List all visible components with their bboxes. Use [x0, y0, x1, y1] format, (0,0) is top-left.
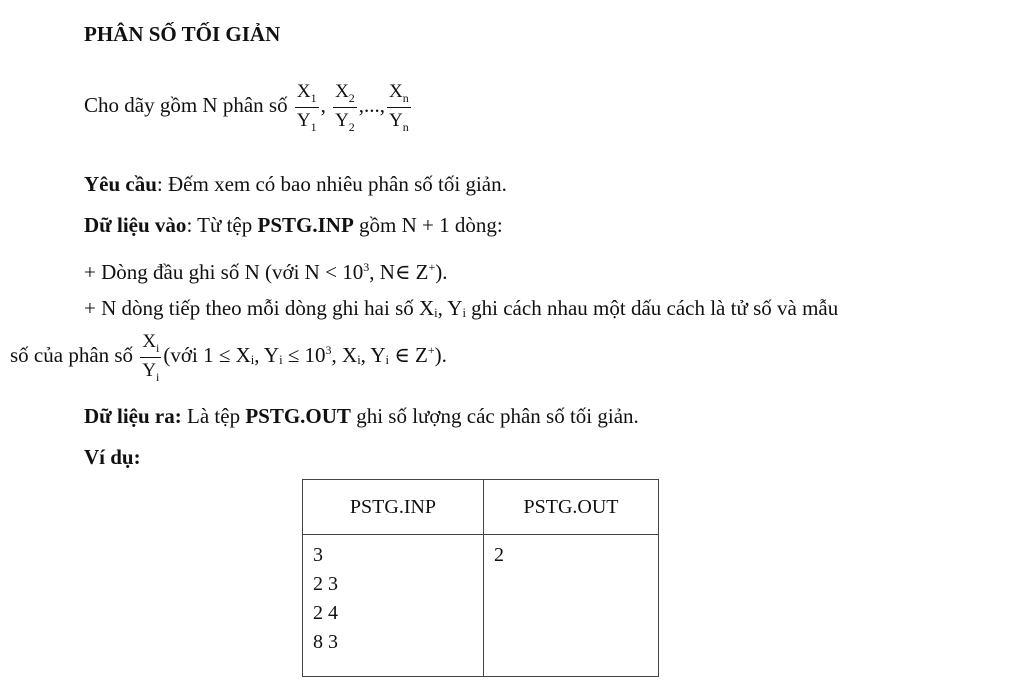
intro-line — [84, 82, 413, 133]
ellipsis: ,..., — [358, 93, 386, 118]
input-data-cell — [303, 535, 484, 677]
fraction-2: $\frac{X_2}{Y_2}$ — [335, 81, 355, 134]
separator: , — [320, 93, 326, 118]
output-data-line: 2 — [494, 544, 504, 566]
fraction-1: $\frac{X_1}{Y_1}$ — [296, 81, 317, 134]
input-line: Dữ liệu vào: Từ tệp PSTG.INP gồm N + 1 dòng: — [84, 213, 503, 237]
input-data-line: 3 — [313, 544, 323, 566]
header-output-file: PSTG.OUT — [484, 480, 659, 535]
input-data-line: 2 3 — [313, 573, 338, 595]
requirement-text: : Đếm xem có bao nhiêu phân số tối giản. — [156, 172, 507, 196]
problem-title: PHÂN SỐ TỐI GIẢN — [84, 22, 281, 46]
example-table — [302, 479, 659, 677]
header-input-file: PSTG.INP — [303, 480, 484, 535]
output-label: Dữ liệu ra: — [84, 404, 182, 428]
output-filename: PSTG.OUT — [245, 404, 351, 428]
input-line-1: + Dòng đầu ghi số N (với $N < 10^3$, N∈ Z+). — [84, 260, 448, 284]
requirement-label: Yêu cầu — [84, 172, 157, 196]
intro-text: Cho dãy gồm N phân số — [84, 93, 288, 118]
requirement-line — [84, 171, 507, 197]
input-data-line: 8 3 — [313, 631, 338, 653]
example-label: Ví dụ: — [84, 445, 141, 469]
output-data-cell — [484, 535, 659, 677]
input-line-3: số của phân số $\frac{X_i}{Y_i}$ (với 1 ≤ Xᵢ, Yᵢ ≤ $10^3$, Xᵢ, Yᵢ ∈ Z+). — [10, 331, 447, 384]
output-line: Dữ liệu ra: Là tệp PSTG.OUT ghi số lượng các phân số tối giản. — [84, 404, 639, 428]
input-filename: PSTG.INP — [257, 213, 354, 237]
input-data-line: 2 4 — [313, 602, 338, 624]
table-header-row — [303, 480, 659, 535]
fraction-i: $\frac{X_i}{Y_i}$ — [142, 331, 160, 384]
table-row — [303, 535, 659, 677]
input-line-2: + N dòng tiếp theo mỗi dòng ghi hai số Xᵢ, Yᵢ ghi cách nhau một dấu cách là tử số và mẫu — [84, 296, 839, 320]
fraction-n: $\frac{X_n}{Y_n}$ — [389, 81, 409, 134]
input-label: Dữ liệu vào — [84, 213, 187, 237]
